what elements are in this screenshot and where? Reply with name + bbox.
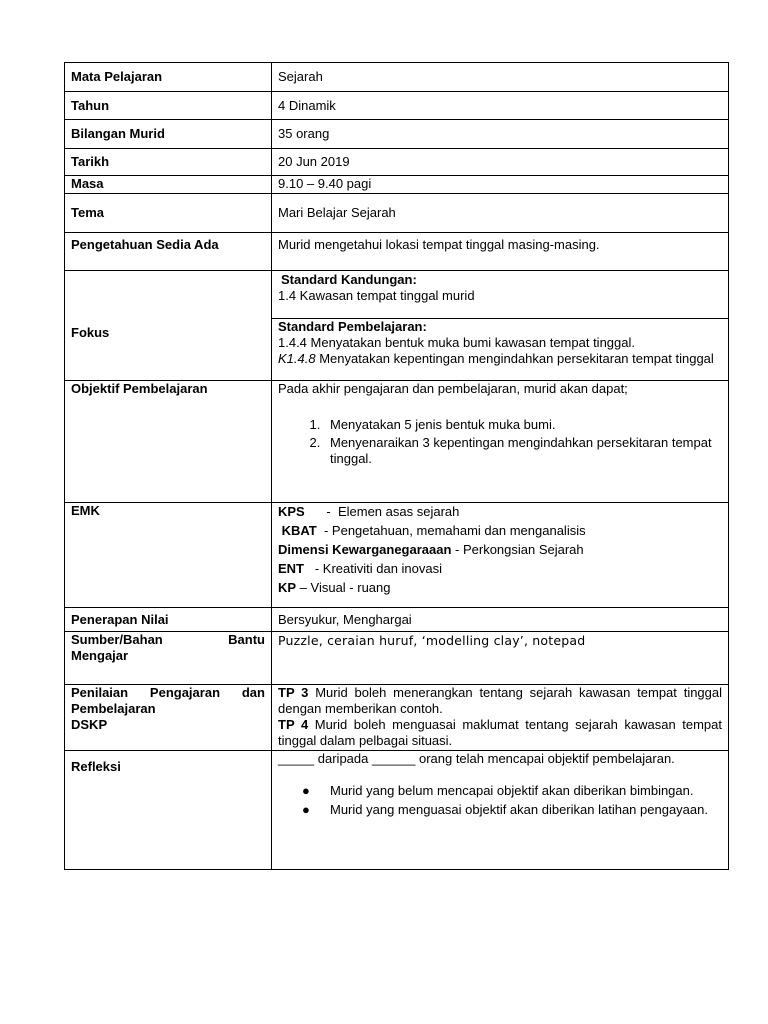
row-tema	[65, 194, 729, 233]
label-penilaian: Penilaian Pengajaran dan Pembelajaran DSKP	[65, 685, 272, 751]
label-penerapan-nilai: Penerapan Nilai	[65, 608, 272, 632]
value-mata-pelajaran: Sejarah	[272, 63, 729, 92]
value-penilaian	[272, 685, 729, 751]
row-emk	[65, 503, 729, 608]
fokus-standard-kandungan	[272, 271, 729, 319]
bullet-icon: ●	[302, 783, 310, 798]
label-emk: EMK	[65, 503, 272, 608]
sp-code: K1.4.8	[278, 351, 316, 366]
label-fokus: Fokus	[65, 271, 272, 381]
label-refleksi: Refleksi	[65, 751, 272, 870]
value-masa: 9.10 – 9.40 pagi	[272, 176, 729, 194]
objektif-list	[278, 417, 722, 467]
value-refleksi	[272, 751, 729, 870]
value-pengetahuan: Murid mengetahui lokasi tempat tinggal masing-masing.	[272, 233, 729, 271]
row-objektif	[65, 381, 729, 503]
lesson-plan-table	[64, 62, 729, 870]
sp-line2-text: Menyatakan kepentingan mengindahkan persekitaran tempat tinggal	[315, 351, 714, 366]
emk-item-ent: ENT - Kreativiti dan inovasi	[278, 561, 443, 576]
row-bilangan-murid	[65, 120, 729, 149]
objektif-item: 2. Menyenaraikan 3 kepentingan mengindahkan persekitaran tempat tinggal.	[324, 435, 722, 467]
refleksi-line: _____ daripada ______ orang telah mencapai objektif pembelajaran.	[278, 751, 675, 766]
value-penerapan-nilai: Bersyukur, Menghargai	[272, 608, 729, 632]
value-tema: Mari Belajar Sejarah	[272, 194, 729, 233]
label-sumber: Sumber/Bahan Bantu Mengajar	[65, 632, 272, 685]
value-objektif	[272, 381, 729, 503]
label-bilangan-murid: Bilangan Murid	[65, 120, 272, 149]
fokus-standard-pembelajaran	[272, 319, 729, 381]
value-tarikh: 20 Jun 2019	[272, 149, 729, 176]
row-penilaian	[65, 685, 729, 751]
value-bilangan-murid: 35 orang	[272, 120, 729, 149]
row-sumber	[65, 632, 729, 685]
row-refleksi	[65, 751, 729, 870]
row-tahun	[65, 92, 729, 120]
row-mata-pelajaran	[65, 63, 729, 92]
value-sumber: Puzzle, ceraian huruf, ‘modelling clay’, notepad	[272, 632, 729, 685]
row-fokus-sk	[65, 271, 729, 319]
emk-item-dimensi: Dimensi Kewarganegaraaan - Perkongsian Sejarah	[278, 542, 584, 557]
row-penerapan-nilai	[65, 608, 729, 632]
sp-heading: Standard Pembelajaran:	[278, 319, 427, 334]
objektif-item: 1. Menyatakan 5 jenis bentuk muka bumi.	[324, 417, 722, 433]
tp3: TP 3 Murid boleh menerangkan tentang sejarah kawasan tempat tinggal dengan memberikan contoh.	[278, 685, 723, 716]
label-pengetahuan: Pengetahuan Sedia Ada	[65, 233, 272, 271]
label-masa: Masa	[65, 176, 272, 194]
label-objektif: Objektif Pembelajaran	[65, 381, 272, 503]
sk-heading: Standard Kandungan:	[281, 272, 417, 287]
value-tahun: 4 Dinamik	[272, 92, 729, 120]
refleksi-item: ● Murid yang menguasai objektif akan diberikan latihan pengayaan.	[302, 802, 708, 817]
emk-item-kbat: KBAT - Pengetahuan, memahami dan menganalisis	[278, 523, 586, 538]
sp-line1: 1.4.4 Menyatakan bentuk muka bumi kawasan tempat tinggal.	[278, 335, 635, 350]
label-mata-pelajaran: Mata Pelajaran	[65, 63, 272, 92]
objektif-intro: Pada akhir pengajaran dan pembelajaran, murid akan dapat;	[278, 381, 628, 396]
refleksi-item: ● Murid yang belum mencapai objektif akan diberikan bimbingan.	[302, 783, 694, 798]
label-tarikh: Tarikh	[65, 149, 272, 176]
row-masa	[65, 176, 729, 194]
sk-text: 1.4 Kawasan tempat tinggal murid	[278, 288, 475, 303]
emk-item-kps: KPS - Elemen asas sejarah	[278, 504, 460, 519]
label-tahun: Tahun	[65, 92, 272, 120]
emk-item-kp: KP – Visual - ruang	[278, 580, 391, 595]
row-tarikh	[65, 149, 729, 176]
row-pengetahuan	[65, 233, 729, 271]
sp-line2	[278, 351, 722, 367]
bullet-icon: ●	[302, 802, 310, 817]
label-tema: Tema	[65, 194, 272, 233]
tp4: TP 4 Murid boleh menguasai maklumat tentang sejarah kawasan tempat tinggal dalam pelbagai situasi.	[278, 717, 722, 748]
value-emk	[272, 503, 729, 608]
refleksi-list	[278, 783, 722, 818]
